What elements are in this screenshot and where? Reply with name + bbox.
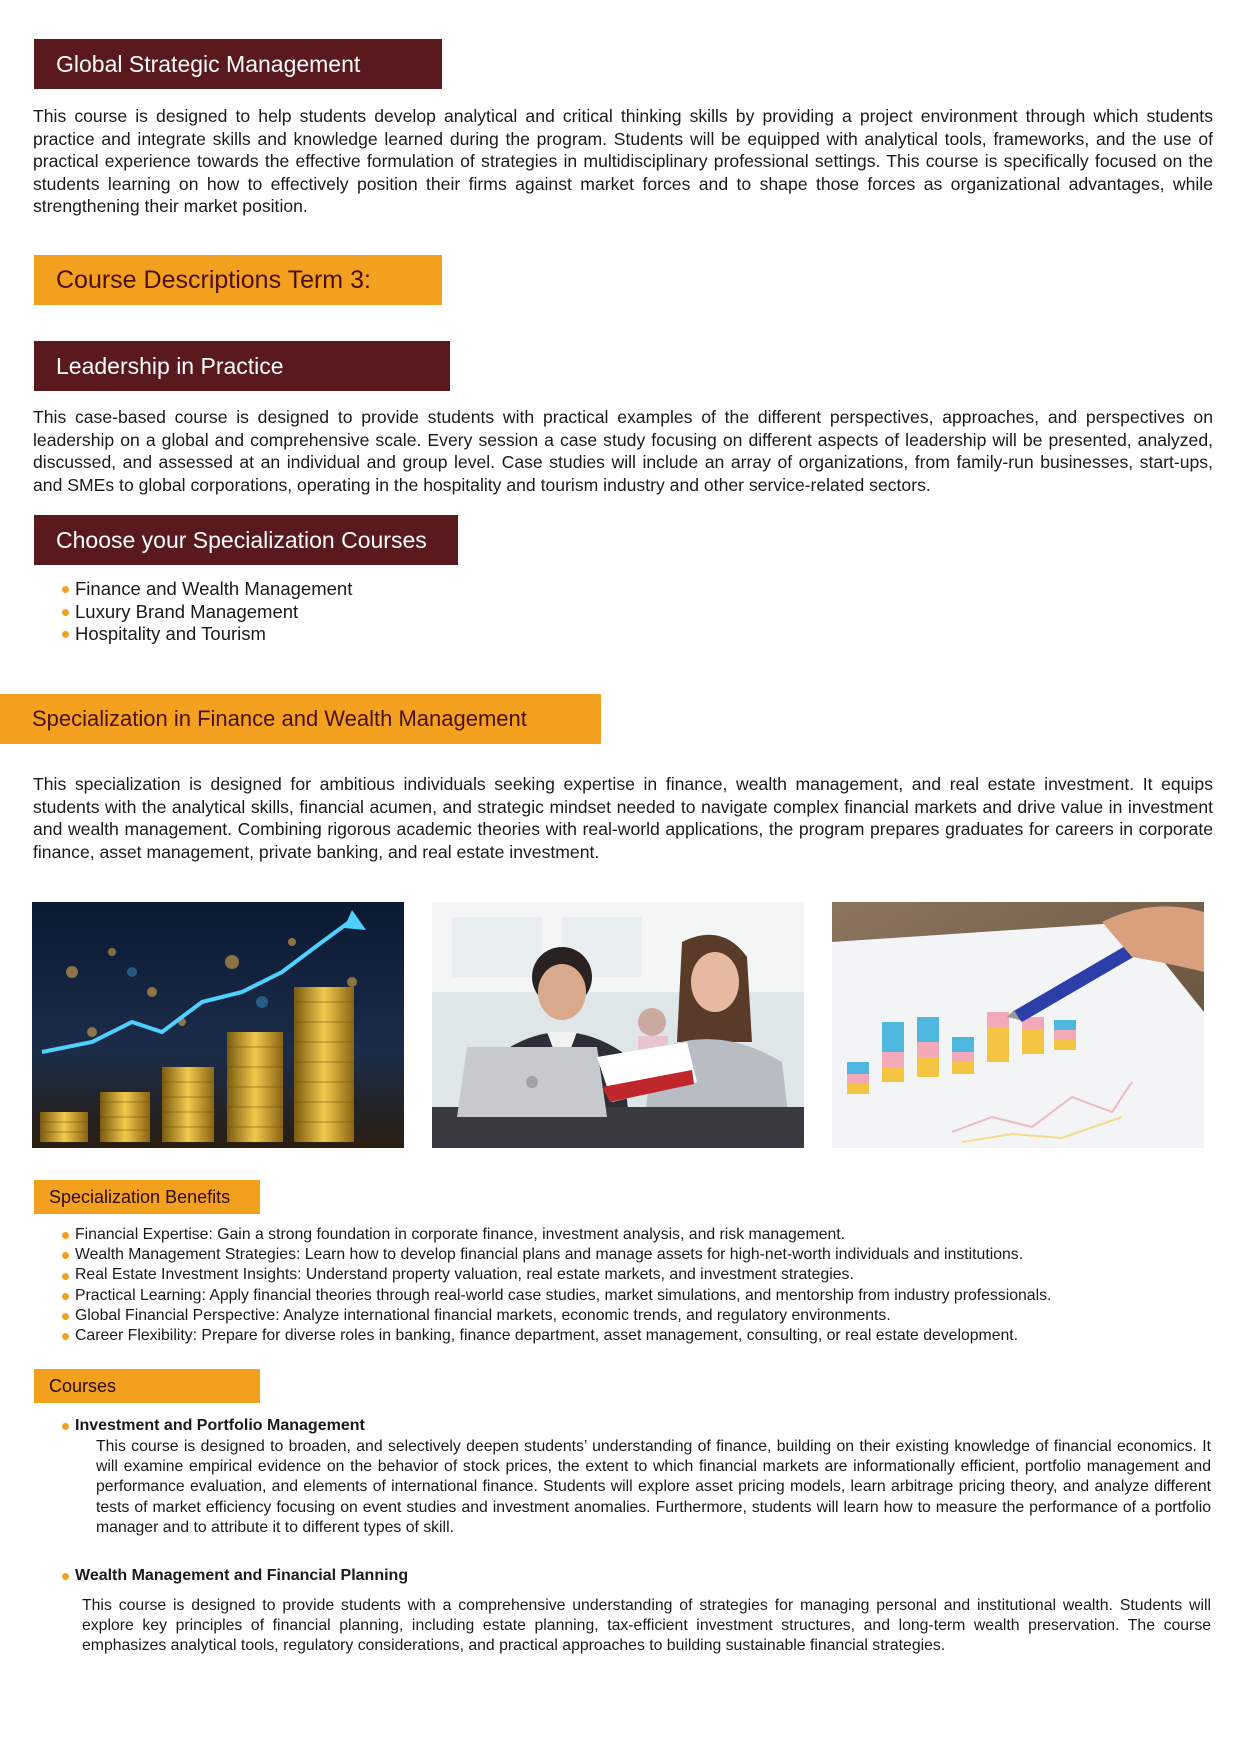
list-item: [62, 1225, 1212, 1245]
heading-label: Specialization Benefits: [49, 1187, 231, 1207]
course-title-label: Wealth Management and Financial Planning: [75, 1567, 409, 1584]
course-item-investment: [62, 1416, 365, 1436]
bullet-icon: [62, 1313, 69, 1320]
bullet-icon: [62, 1573, 69, 1580]
bullet-icon: [62, 1252, 69, 1259]
courses-heading: [34, 1369, 260, 1403]
course-title: [62, 1416, 365, 1436]
course-description: This course is designed to broaden, and selectively deepen students’ understanding of finance, building on their existing knowledge of financial economics. It will examine empirical evidence on the behavior of stock prices, the extent to which financial markets are informationally efficient, portfolio management and performance evaluation, and elements of international finance. Students will explore asset pricing models, learn arbitrage pricing theory, and analyze different tests of market efficiency focusing on event studies and investment anomalies. Furthermore, students will learn how to measure the performance of a portfolio manager and to attribute it to different types of skill.: [96, 1438, 1211, 1536]
benefits-heading: [34, 1180, 260, 1214]
heading-label: Leadership in Practice: [56, 353, 284, 379]
bullet-icon: [62, 586, 69, 593]
list-item-label: Luxury Brand Management: [75, 600, 299, 622]
list-item-label: Hospitality and Tourism: [75, 623, 266, 644]
specialization-list: [62, 578, 352, 646]
global-strategic-management-heading: [34, 39, 442, 89]
students-laptop-photo: [432, 902, 804, 1148]
leadership-heading: [34, 341, 450, 391]
bar-chart-document-photo: [832, 902, 1204, 1148]
bullet-icon: [62, 1232, 69, 1239]
list-item-label: Wealth Management Strategies: Learn how to develop financial plans and manage assets for high-net-worth individuals and institutions.: [75, 1246, 1024, 1264]
list-item-label: Practical Learning: Apply financial theories through real-world case studies, market simulations, and mentorship from industry professionals.: [75, 1286, 1052, 1304]
list-item-label: Real Estate Investment Insights: Understand property valuation, real estate markets, and investment strategies.: [75, 1266, 854, 1284]
finance-specialization-text: This specialization is designed for ambitious individuals seeking expertise in finance, wealth management, and real estate investment. It equips students with the analytical skills, financial acumen, and strategic mindset needed to navigate complex financial markets and drive value in investment and wealth management. Combining rigorous academic theories with real-world applications, the program prepares graduates for careers in corporate finance, asset management, private banking, and real estate investment.: [33, 774, 1213, 862]
bullet-icon: [62, 1273, 69, 1280]
heading-label: Courses: [49, 1376, 117, 1396]
list-item: [62, 1306, 1212, 1326]
bullet-icon: [62, 1423, 69, 1430]
list-item: [62, 1265, 1212, 1285]
list-item-label: Career Flexibility: Prepare for diverse roles in banking, finance department, asset management, consulting, or real estate development.: [75, 1327, 1019, 1345]
heading-label: Course Descriptions Term 3:: [56, 266, 371, 294]
finance-specialization-heading: [0, 694, 601, 744]
course-title: [62, 1566, 408, 1586]
leadership-text: This case-based course is designed to provide students with practical examples of the different perspectives, approaches, and perspectives on leadership on a global and comprehensive scale. Every session a case study focusing on different aspects of leadership will be presented, analyzed, discussed, and assessed at an individual and group level. Case studies will include an array of organizations, from family-run businesses, start-ups, and SMEs to global corporations, operating in the hospitality and tourism industry and other service-related sectors.: [33, 407, 1213, 495]
heading-label: Choose your Specialization Courses: [56, 527, 427, 553]
list-item: [62, 1245, 1212, 1265]
list-item-label: Finance and Wealth Management: [75, 578, 353, 599]
list-item: [62, 601, 352, 624]
course-title-label: Investment and Portfolio Management: [75, 1417, 365, 1434]
course-description: This course is designed to provide students with a comprehensive understanding of strategies for managing personal and institutional wealth. Students will explore key principles of financial planning, including estate planning, tax-efficient investment structures, and long-term wealth preservation. The course emphasizes analytical tools, regulatory considerations, and practical approaches to building sustainable financial strategies.: [82, 1597, 1211, 1655]
choose-specialization-heading: [34, 515, 458, 565]
course-item-wealth: [62, 1566, 408, 1586]
term3-heading: [34, 255, 442, 305]
coins-growth-chart-photo: [32, 902, 404, 1148]
list-item: [62, 578, 352, 601]
bullet-icon: [62, 1293, 69, 1300]
global-strategic-management-text: This course is designed to help students develop analytical and critical thinking skills by providing a project environment through which students practice and integrate skills and knowledge learned during the program. Students will be equipped with analytical tools, frameworks, and the use of practical experience towards the effective formulation of strategies in multidisciplinary professional settings. This course is specifically focused on the students learning on how to effectively position their firms against market forces and to shape those forces as organizational advantages, while strengthening their market position.: [33, 106, 1213, 216]
heading-label: Specialization in Finance and Wealth Management: [32, 706, 527, 731]
list-item: [62, 623, 352, 646]
list-item-label: Financial Expertise: Gain a strong foundation in corporate finance, investment analysis, and risk management.: [75, 1226, 846, 1243]
heading-label: Global Strategic Management: [56, 51, 361, 77]
bullet-icon: [62, 609, 69, 616]
list-item: [62, 1326, 1212, 1346]
list-item: [62, 1286, 1212, 1306]
bullet-icon: [62, 631, 69, 638]
bullet-icon: [62, 1333, 69, 1340]
list-item-label: Global Financial Perspective: Analyze international financial markets, economic trends, and regulatory environments.: [75, 1306, 891, 1324]
benefits-list: [62, 1225, 1212, 1346]
